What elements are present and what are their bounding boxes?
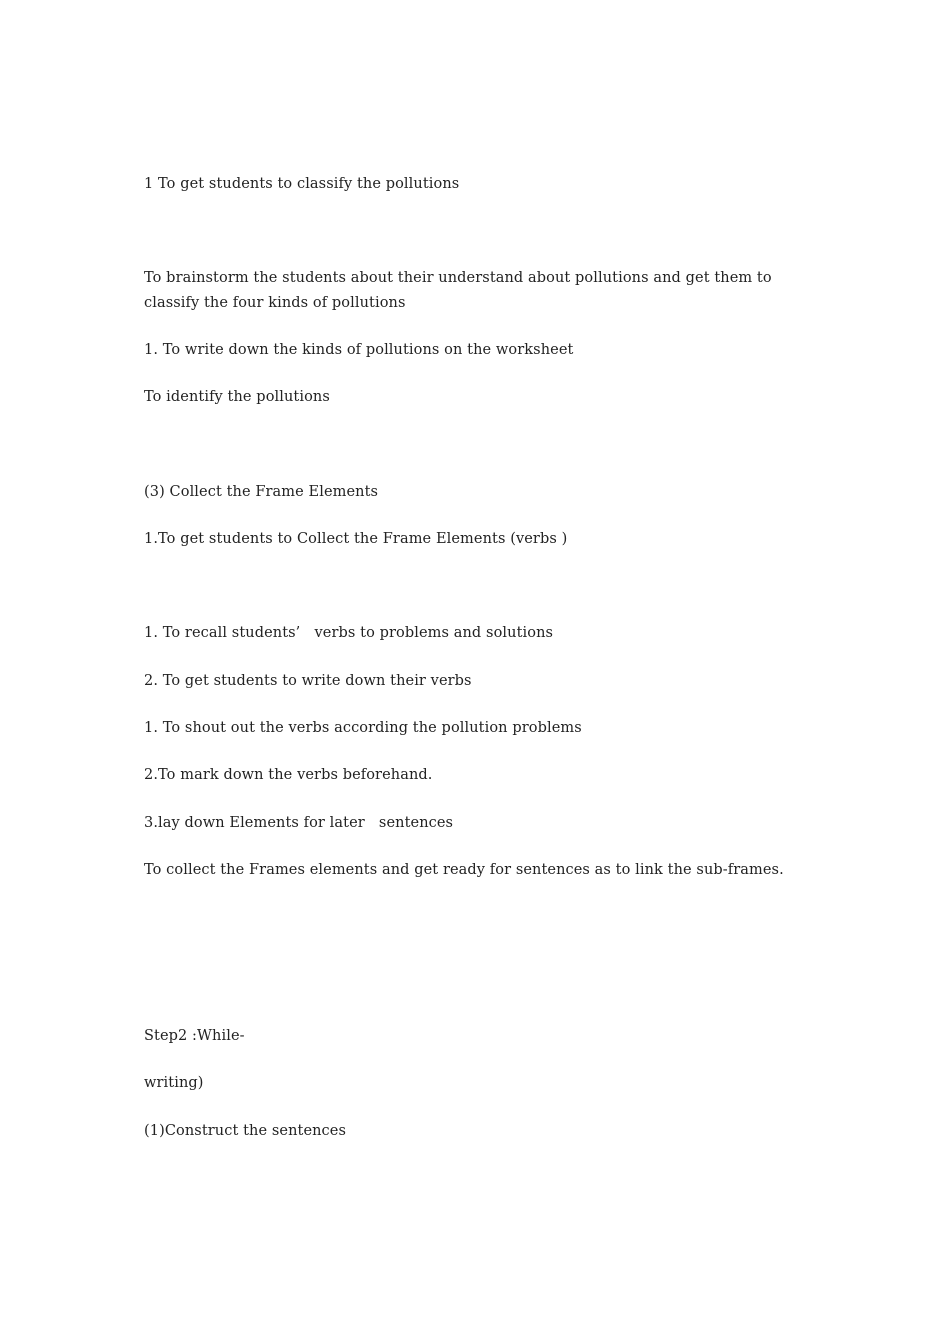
paragraph-write-kinds: 1. To write down the kinds of pollutions on the worksheet <box>144 342 574 358</box>
paragraph-collect-frames: To collect the Frames elements and get ready for sentences as to link the sub-frames. <box>144 862 784 878</box>
list-item-shout-verbs: 1. To shout out the verbs according the pollution problems <box>144 720 582 736</box>
paragraph-identify: To identify the pollutions <box>144 389 330 405</box>
list-item-write-verbs: 2. To get students to write down their verbs <box>144 673 472 689</box>
section-heading-construct-sentences: (1)Construct the sentences <box>144 1123 347 1139</box>
list-item-recall-verbs: 1. To recall students’ verbs to problems and solutions <box>144 625 554 641</box>
list-item-lay-down-elements: 3.lay down Elements for later sentences <box>144 815 454 831</box>
list-item-mark-verbs: 2.To mark down the verbs beforehand. <box>144 767 433 783</box>
paragraph-collect-verbs: 1.To get students to Collect the Frame Elements (verbs ) <box>144 531 568 547</box>
step-heading-continued: writing) <box>144 1075 204 1091</box>
paragraph-objective-classify: 1 To get students to classify the pollutions <box>144 176 460 192</box>
paragraph-brainstorm: To brainstorm the students about their understand about pollutions and get them to classify the four kinds of pollutions <box>144 270 777 311</box>
step-heading: Step2 :While- <box>144 1028 245 1044</box>
section-heading-collect-frame-elements: (3) Collect the Frame Elements <box>144 484 379 500</box>
